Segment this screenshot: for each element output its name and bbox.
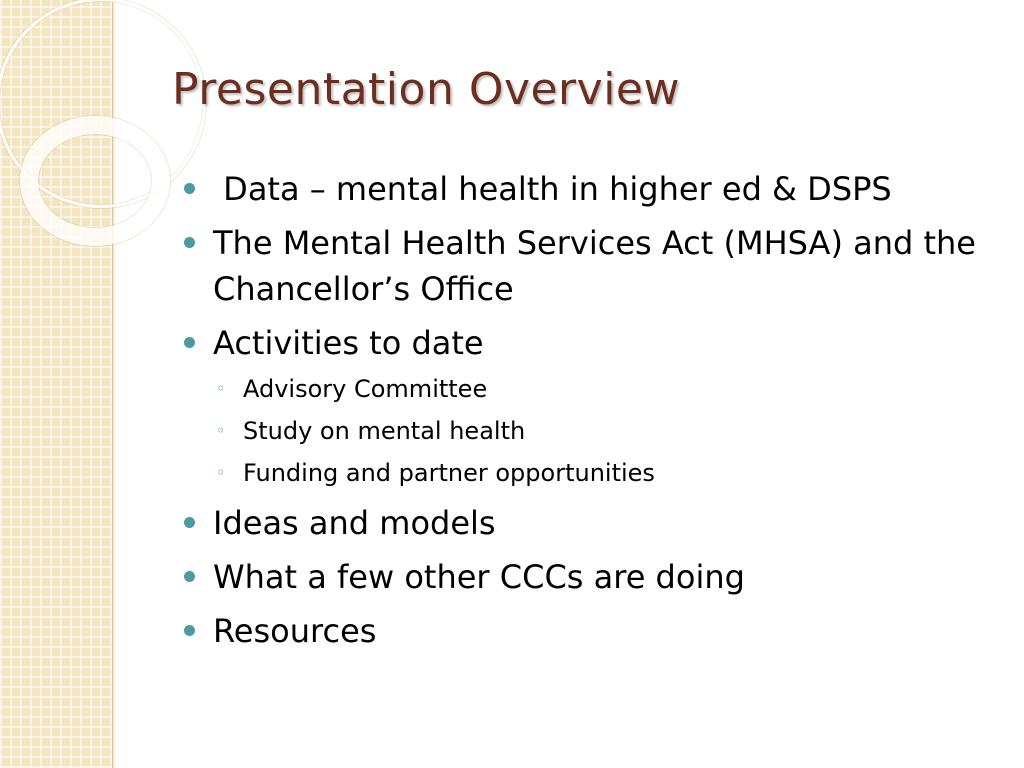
- hollow-circle-bullet-icon: ◦: [216, 421, 226, 440]
- bullet-dot-icon: [184, 337, 195, 348]
- bullet-dot-icon: [184, 517, 195, 528]
- bullet-dot-icon: [184, 571, 195, 582]
- bullet-dot-icon: [184, 183, 195, 194]
- bullet-item-resources: [180, 608, 1000, 654]
- decorative-ring-small: [20, 116, 170, 246]
- sub-bullet-item: [180, 372, 1000, 406]
- bullet-item-other-cccs: [180, 554, 1000, 600]
- sub-bullet-list: [180, 372, 1000, 490]
- sub-bullet-item: [180, 456, 1000, 490]
- bullet-text: What a few other CCCs are doing: [213, 558, 745, 596]
- bullet-text: The Mental Health Services Act (MHSA) and the Chancellor’s Office: [213, 224, 976, 308]
- bullet-item-data: [180, 166, 1000, 212]
- sub-bullet-item: [180, 414, 1000, 448]
- bullet-list: [180, 166, 1000, 662]
- sub-bullet-text: Advisory Committee: [243, 375, 488, 403]
- bullet-text: Ideas and models: [213, 504, 496, 542]
- sub-bullet-text: Study on mental health: [243, 417, 526, 445]
- bullet-dot-icon: [184, 625, 195, 636]
- bullet-item-ideas: [180, 500, 1000, 546]
- bullet-text: Activities to date: [213, 324, 484, 362]
- bullet-text: Resources: [213, 612, 377, 650]
- bullet-text: Data – mental health in higher ed & DSPS: [213, 170, 892, 208]
- slide-title: Presentation Overview: [172, 64, 680, 115]
- sub-bullet-text: Funding and partner opportunities: [243, 459, 655, 487]
- hollow-circle-bullet-icon: ◦: [216, 463, 226, 482]
- hollow-circle-bullet-icon: ◦: [216, 379, 226, 398]
- bullet-item-activities: [180, 320, 1000, 366]
- bullet-item-mhsa: [180, 220, 1000, 312]
- bullet-dot-icon: [184, 237, 195, 248]
